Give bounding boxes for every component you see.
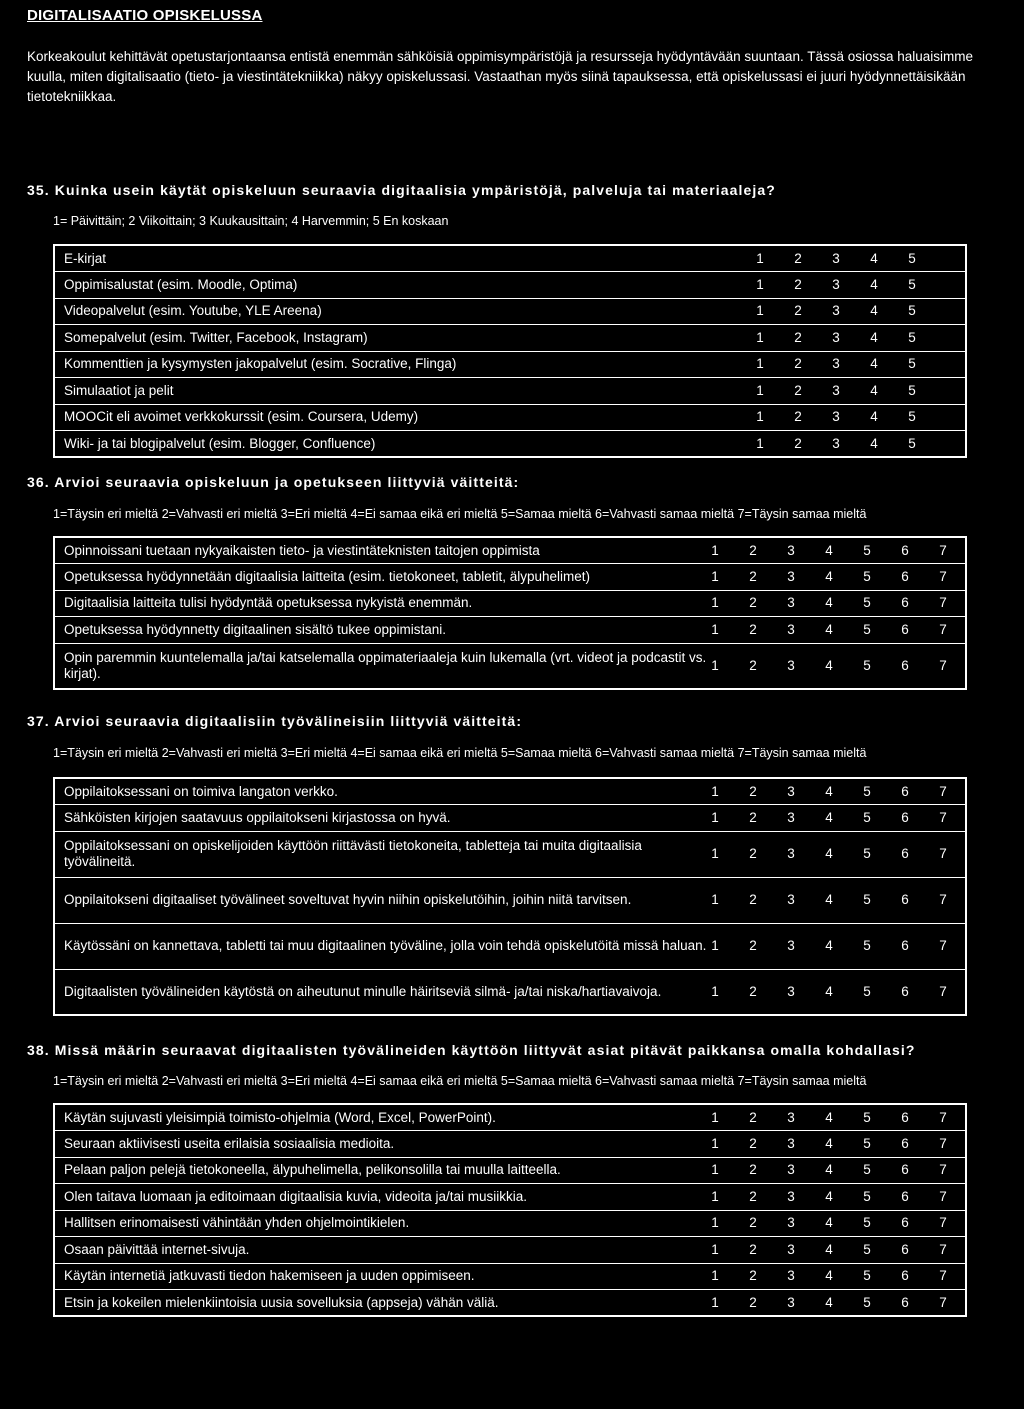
table-row xyxy=(54,1210,966,1237)
rating-option-2[interactable]: 2 xyxy=(749,1215,757,1231)
rating-option-4[interactable]: 4 xyxy=(825,783,833,799)
statement-label: Digitaalisten työvälineiden käytöstä on aiheutunut minulle häiritseviä silmä- ja/tai niska/hartiavaivoja. xyxy=(64,983,662,999)
rating-option-4[interactable]: 4 xyxy=(825,938,833,953)
rating-option-2[interactable]: 2 xyxy=(794,250,802,266)
rating-option-7[interactable]: 7 xyxy=(939,621,947,637)
question-36-title: 36. Arvioi seuraavia opiskeluun ja opetukseen liittyviä väitteitä: xyxy=(27,474,520,490)
statement-label: MOOCit eli avoimet verkkokurssit (esim. Coursera, Udemy) xyxy=(54,404,754,431)
rating-option-4[interactable]: 4 xyxy=(825,568,833,584)
rating-option-1[interactable]: 1 xyxy=(756,435,764,451)
table-row xyxy=(54,1263,966,1290)
rating-option-2[interactable]: 2 xyxy=(749,1109,757,1125)
table-row xyxy=(54,805,966,832)
rating-option-6[interactable]: 6 xyxy=(901,595,909,611)
rating-option-3[interactable]: 3 xyxy=(787,1188,795,1204)
rating-option-4[interactable]: 4 xyxy=(870,303,878,319)
statement-label: Opin paremmin kuuntelemalla ja/tai katselemalla oppimateriaaleja kuin lukemalla (vrt. videot ja podcastit vs. kirjat). xyxy=(64,649,707,681)
rating-option-5[interactable]: 5 xyxy=(863,1135,871,1151)
table-row xyxy=(54,1131,966,1158)
rating-option-7[interactable]: 7 xyxy=(939,1162,947,1178)
rating-option-1[interactable]: 1 xyxy=(711,542,719,558)
rating-option-1[interactable]: 1 xyxy=(711,595,719,611)
rating-option-2[interactable]: 2 xyxy=(749,938,757,953)
rating-option-7[interactable]: 7 xyxy=(939,1294,947,1310)
rating-options xyxy=(709,1184,966,1211)
rating-option-7[interactable]: 7 xyxy=(939,809,947,825)
rating-option-4[interactable]: 4 xyxy=(825,1162,833,1178)
rating-option-2[interactable]: 2 xyxy=(749,892,757,907)
rating-option-5[interactable]: 5 xyxy=(863,542,871,558)
table-row xyxy=(54,643,966,689)
question-35-title: 35. Kuinka usein käytät opiskeluun seuraavia digitaalisia ympäristöjä, palveluja tai materiaaleja? xyxy=(27,182,776,198)
rating-option-7[interactable]: 7 xyxy=(939,568,947,584)
rating-option-2[interactable]: 2 xyxy=(749,1294,757,1310)
question-38-scale: 1=Täysin eri mieltä 2=Vahvasti eri mieltä 3=Eri mieltä 4=Ei samaa eikä eri mieltä 5=Samaa mieltä 6=Vahvasti samaa mieltä 7=Täysin samaa mieltä xyxy=(53,1074,867,1088)
rating-options xyxy=(709,643,966,689)
rating-option-6[interactable]: 6 xyxy=(901,938,909,953)
statement-label: Simulaatiot ja pelit xyxy=(54,378,754,405)
rating-option-7[interactable]: 7 xyxy=(939,595,947,611)
rating-option-3[interactable]: 3 xyxy=(787,783,795,799)
rating-option-3[interactable]: 3 xyxy=(787,1268,795,1284)
table-row xyxy=(54,1237,966,1264)
rating-option-5[interactable]: 5 xyxy=(863,783,871,799)
rating-option-5[interactable]: 5 xyxy=(863,595,871,611)
rating-option-6[interactable]: 6 xyxy=(901,1268,909,1284)
question-37-table xyxy=(53,777,967,1016)
rating-options xyxy=(754,272,966,299)
statement-label: Hallitsen erinomaisesti vähintään yhden ohjelmointikielen. xyxy=(54,1210,709,1237)
statement-label: Osaan päivittää internet-sivuja. xyxy=(54,1237,709,1264)
rating-option-4[interactable]: 4 xyxy=(825,809,833,825)
table-row xyxy=(54,351,966,378)
rating-option-6[interactable]: 6 xyxy=(901,1215,909,1231)
rating-option-1[interactable]: 1 xyxy=(756,382,764,398)
rating-options xyxy=(709,1157,966,1184)
rating-option-4[interactable]: 4 xyxy=(870,382,878,398)
rating-options xyxy=(754,378,966,405)
table-row xyxy=(54,831,966,877)
question-35-table xyxy=(53,244,967,458)
rating-option-6[interactable]: 6 xyxy=(901,1109,909,1125)
rating-option-2[interactable]: 2 xyxy=(794,276,802,292)
statement-label: Digitaalisia laitteita tulisi hyödyntää opetuksessa nykyistä enemmän. xyxy=(54,590,709,617)
statement-label: Somepalvelut (esim. Twitter, Facebook, Instagram) xyxy=(54,325,754,352)
rating-options xyxy=(754,431,966,458)
table-row xyxy=(54,617,966,644)
rating-option-1[interactable]: 1 xyxy=(711,1268,719,1284)
rating-options xyxy=(709,564,966,591)
statement-label: Oppilaitoksessani on toimiva langaton verkko. xyxy=(54,778,709,805)
rating-options xyxy=(754,351,966,378)
rating-option-5[interactable]: 5 xyxy=(863,1188,871,1204)
rating-option-1[interactable]: 1 xyxy=(711,809,719,825)
rating-option-3[interactable]: 3 xyxy=(832,276,840,292)
rating-options xyxy=(709,1131,966,1158)
rating-option-6[interactable]: 6 xyxy=(901,1241,909,1257)
rating-option-7[interactable]: 7 xyxy=(939,1188,947,1204)
rating-option-3[interactable]: 3 xyxy=(787,892,795,907)
table-row xyxy=(54,537,966,564)
rating-option-2[interactable]: 2 xyxy=(794,356,802,372)
rating-option-3[interactable]: 3 xyxy=(787,1294,795,1310)
rating-option-1[interactable]: 1 xyxy=(756,409,764,425)
rating-option-2[interactable]: 2 xyxy=(749,621,757,637)
rating-options xyxy=(709,1237,966,1264)
rating-option-7[interactable]: 7 xyxy=(939,846,947,861)
rating-option-7[interactable]: 7 xyxy=(939,1241,947,1257)
rating-option-7[interactable]: 7 xyxy=(939,1109,947,1125)
statement-label: Käytän internetiä jatkuvasti tiedon hakemiseen ja uuden oppimiseen. xyxy=(54,1263,709,1290)
rating-option-6[interactable]: 6 xyxy=(901,892,909,907)
rating-option-6[interactable]: 6 xyxy=(901,542,909,558)
rating-option-6[interactable]: 6 xyxy=(901,1188,909,1204)
question-37-title: 37. Arvioi seuraavia digitaalisiin työvälineisiin liittyviä väitteitä: xyxy=(27,713,523,729)
rating-option-3[interactable]: 3 xyxy=(787,621,795,637)
rating-option-1[interactable]: 1 xyxy=(756,356,764,372)
rating-option-5[interactable]: 5 xyxy=(863,938,871,953)
rating-option-5[interactable]: 5 xyxy=(863,1268,871,1284)
rating-option-1[interactable]: 1 xyxy=(711,621,719,637)
table-row xyxy=(54,590,966,617)
table-row xyxy=(54,298,966,325)
rating-option-1[interactable]: 1 xyxy=(711,657,719,673)
rating-option-6[interactable]: 6 xyxy=(901,621,909,637)
rating-option-4[interactable]: 4 xyxy=(825,1294,833,1310)
rating-option-1[interactable]: 1 xyxy=(711,846,719,861)
rating-options xyxy=(754,298,966,325)
rating-option-1[interactable]: 1 xyxy=(756,250,764,266)
rating-option-7[interactable]: 7 xyxy=(939,938,947,953)
rating-option-5[interactable]: 5 xyxy=(863,1162,871,1178)
rating-option-4[interactable]: 4 xyxy=(825,892,833,907)
rating-option-1[interactable]: 1 xyxy=(756,329,764,345)
rating-option-1[interactable]: 1 xyxy=(711,1294,719,1310)
statement-label: Etsin ja kokeilen mielenkiintoisia uusia sovelluksia (appseja) vähän väliä. xyxy=(64,1294,499,1310)
rating-option-6[interactable]: 6 xyxy=(901,846,909,861)
rating-options xyxy=(754,325,966,352)
table-row xyxy=(54,1184,966,1211)
rating-option-3[interactable]: 3 xyxy=(832,329,840,345)
rating-option-3[interactable]: 3 xyxy=(787,657,795,673)
table-row xyxy=(54,431,966,458)
statement-label: Käytössäni on kannettava, tabletti tai muu digitaalinen työväline, jolla voin tehdä opiskelutöitä missä haluan. xyxy=(54,923,709,969)
rating-option-5[interactable]: 5 xyxy=(863,809,871,825)
question-37-scale: 1=Täysin eri mieltä 2=Vahvasti eri mieltä 3=Eri mieltä 4=Ei samaa eikä eri mieltä 5=Samaa mieltä 6=Vahvasti samaa mieltä 7=Täysin samaa mieltä xyxy=(53,746,867,760)
rating-option-5[interactable]: 5 xyxy=(908,382,916,398)
rating-option-4[interactable]: 4 xyxy=(825,1188,833,1204)
rating-option-2[interactable]: 2 xyxy=(749,1268,757,1284)
statement-label: Opinnoissani tuetaan nykyaikaisten tieto- ja viestintäteknisten taitojen oppimista xyxy=(54,537,709,564)
question-35-scale: 1= Päivittäin; 2 Viikoittain; 3 Kuukausittain; 4 Harvemmin; 5 En koskaan xyxy=(53,214,449,228)
rating-option-2[interactable]: 2 xyxy=(749,846,757,861)
rating-option-7[interactable]: 7 xyxy=(939,1135,947,1151)
rating-option-4[interactable]: 4 xyxy=(825,657,833,673)
rating-option-1[interactable]: 1 xyxy=(711,568,719,584)
rating-option-5[interactable]: 5 xyxy=(863,568,871,584)
table-row xyxy=(54,378,966,405)
table-row xyxy=(54,404,966,431)
table-row xyxy=(54,564,966,591)
table-row xyxy=(54,1157,966,1184)
rating-option-4[interactable]: 4 xyxy=(825,1268,833,1284)
rating-option-1[interactable]: 1 xyxy=(711,983,719,999)
rating-options xyxy=(709,1263,966,1290)
rating-option-1[interactable]: 1 xyxy=(711,892,719,907)
statement-label: Olen taitava luomaan ja editoimaan digitaalisia kuvia, videoita ja/tai musiikkia. xyxy=(54,1184,709,1211)
rating-options xyxy=(709,617,966,644)
rating-option-2[interactable]: 2 xyxy=(794,435,802,451)
statement-label: E-kirjat xyxy=(54,245,754,272)
rating-option-2[interactable]: 2 xyxy=(794,303,802,319)
rating-option-4[interactable]: 4 xyxy=(825,542,833,558)
rating-option-4[interactable]: 4 xyxy=(825,1135,833,1151)
rating-option-3[interactable]: 3 xyxy=(787,1162,795,1178)
rating-option-6[interactable]: 6 xyxy=(901,983,909,999)
rating-option-7[interactable]: 7 xyxy=(939,1215,947,1231)
intro-paragraph: Korkeakoulut kehittävät opetustarjontaansa entistä enemmän sähköisiä oppimisympäristöjä ja resursseja hyödyntävään suuntaan. Tässä osiossa haluaisimme kuulla, miten digitalisaatio (tieto- ja viestintätekniikka) näkyy opiskelussasi. Vastaathan myös siinä tapauksessa, että opiskelussasi ei juuri hyödynnettäisikään tietotekniikkaa. xyxy=(27,49,974,104)
rating-option-3[interactable]: 3 xyxy=(787,1215,795,1231)
table-row xyxy=(54,245,966,272)
rating-option-3[interactable]: 3 xyxy=(787,938,795,953)
statement-label: Oppimisalustat (esim. Moodle, Optima) xyxy=(54,272,754,299)
rating-options xyxy=(754,404,966,431)
rating-option-7[interactable]: 7 xyxy=(939,892,947,907)
rating-option-2[interactable]: 2 xyxy=(749,595,757,611)
rating-option-2[interactable]: 2 xyxy=(749,783,757,799)
rating-options xyxy=(709,1210,966,1237)
rating-option-5[interactable]: 5 xyxy=(863,1241,871,1257)
statement-label: Oppilaitokseni digitaaliset työvälineet soveltuvat hyvin niihin opiskelutöihin, joihin niitä tarvitsen. xyxy=(54,877,709,923)
statement-label: Pelaan paljon pelejä tietokoneella, älypuhelimella, pelikonsolilla tai muulla laitteella. xyxy=(54,1157,709,1184)
table-row xyxy=(54,969,966,1015)
question-36-scale: 1=Täysin eri mieltä 2=Vahvasti eri mieltä 3=Eri mieltä 4=Ei samaa eikä eri mieltä 5=Samaa mieltä 6=Vahvasti samaa mieltä 7=Täysin samaa mieltä xyxy=(53,507,867,521)
rating-option-7[interactable]: 7 xyxy=(939,542,947,558)
statement-label: Oppilaitoksessani on opiskelijoiden käyttöön riittävästi tietokoneita, tabletteja tai muita digitaalisia työvälineitä. xyxy=(54,831,709,877)
rating-option-3[interactable]: 3 xyxy=(787,1135,795,1151)
rating-option-2[interactable]: 2 xyxy=(749,983,757,999)
question-36-table xyxy=(53,536,967,690)
rating-option-6[interactable]: 6 xyxy=(901,1294,909,1310)
rating-options xyxy=(709,969,966,1015)
rating-option-2[interactable]: 2 xyxy=(794,409,802,425)
rating-option-2[interactable]: 2 xyxy=(749,1162,757,1178)
rating-option-2[interactable]: 2 xyxy=(749,542,757,558)
rating-option-3[interactable]: 3 xyxy=(832,409,840,425)
statement-label: Kommenttien ja kysymysten jakopalvelut (esim. Socrative, Flinga) xyxy=(54,351,754,378)
rating-option-5[interactable]: 5 xyxy=(908,303,916,319)
rating-option-4[interactable]: 4 xyxy=(825,595,833,611)
rating-options xyxy=(709,831,966,877)
statement-label: Käytän sujuvasti yleisimpiä toimisto-ohjelmia (Word, Excel, PowerPoint). xyxy=(54,1104,709,1131)
rating-option-2[interactable]: 2 xyxy=(749,657,757,673)
rating-option-2[interactable]: 2 xyxy=(794,329,802,345)
rating-option-1[interactable]: 1 xyxy=(711,1215,719,1231)
rating-options xyxy=(709,778,966,805)
rating-option-6[interactable]: 6 xyxy=(901,1135,909,1151)
statement-label: Opetuksessa hyödynnetty digitaalinen sisältö tukee oppimistani. xyxy=(54,617,709,644)
table-row xyxy=(54,877,966,923)
statement-label: Wiki- ja tai blogipalvelut (esim. Blogger, Confluence) xyxy=(64,435,376,451)
rating-option-1[interactable]: 1 xyxy=(711,938,719,953)
rating-option-2[interactable]: 2 xyxy=(749,809,757,825)
rating-option-4[interactable]: 4 xyxy=(825,1215,833,1231)
rating-option-1[interactable]: 1 xyxy=(711,1109,719,1125)
table-row xyxy=(54,1104,966,1131)
rating-option-7[interactable]: 7 xyxy=(939,983,947,999)
rating-option-5[interactable]: 5 xyxy=(863,983,871,999)
rating-option-4[interactable]: 4 xyxy=(825,1241,833,1257)
rating-option-3[interactable]: 3 xyxy=(787,542,795,558)
rating-option-5[interactable]: 5 xyxy=(908,435,916,451)
rating-option-5[interactable]: 5 xyxy=(908,356,916,372)
rating-option-1[interactable]: 1 xyxy=(756,303,764,319)
rating-option-3[interactable]: 3 xyxy=(832,356,840,372)
rating-option-5[interactable]: 5 xyxy=(863,1215,871,1231)
rating-option-1[interactable]: 1 xyxy=(711,1241,719,1257)
rating-option-3[interactable]: 3 xyxy=(787,983,795,999)
rating-option-7[interactable]: 7 xyxy=(939,783,947,799)
rating-option-3[interactable]: 3 xyxy=(832,382,840,398)
rating-option-4[interactable]: 4 xyxy=(825,1109,833,1125)
rating-options xyxy=(709,1104,966,1131)
rating-option-6[interactable]: 6 xyxy=(901,1162,909,1178)
rating-option-5[interactable]: 5 xyxy=(863,657,871,673)
rating-option-4[interactable]: 4 xyxy=(870,435,878,451)
rating-option-5[interactable]: 5 xyxy=(908,409,916,425)
rating-option-7[interactable]: 7 xyxy=(939,657,947,673)
rating-option-3[interactable]: 3 xyxy=(787,595,795,611)
rating-options xyxy=(709,590,966,617)
table-row xyxy=(54,778,966,805)
rating-options xyxy=(754,245,966,272)
rating-option-6[interactable]: 6 xyxy=(901,657,909,673)
rating-option-4[interactable]: 4 xyxy=(825,846,833,861)
page-title: DIGITALISAATIO OPISKELUSSA xyxy=(27,7,263,24)
rating-options xyxy=(709,537,966,564)
rating-option-3[interactable]: 3 xyxy=(832,435,840,451)
rating-option-4[interactable]: 4 xyxy=(870,329,878,345)
rating-option-3[interactable]: 3 xyxy=(787,568,795,584)
rating-option-5[interactable]: 5 xyxy=(908,329,916,345)
rating-option-7[interactable]: 7 xyxy=(939,1268,947,1284)
rating-option-3[interactable]: 3 xyxy=(787,1109,795,1125)
rating-option-6[interactable]: 6 xyxy=(901,568,909,584)
rating-option-3[interactable]: 3 xyxy=(832,303,840,319)
rating-options xyxy=(709,923,966,969)
statement-label: Sähköisten kirjojen saatavuus oppilaitokseni kirjastossa on hyvä. xyxy=(54,805,709,832)
rating-option-4[interactable]: 4 xyxy=(870,250,878,266)
rating-option-2[interactable]: 2 xyxy=(794,382,802,398)
rating-option-1[interactable]: 1 xyxy=(711,1162,719,1178)
rating-option-6[interactable]: 6 xyxy=(901,809,909,825)
rating-option-6[interactable]: 6 xyxy=(901,783,909,799)
statement-label: Seuraan aktiivisesti useita erilaisia sosiaalisia medioita. xyxy=(54,1131,709,1158)
rating-option-5[interactable]: 5 xyxy=(863,846,871,861)
rating-options xyxy=(709,805,966,832)
rating-options xyxy=(709,877,966,923)
rating-option-5[interactable]: 5 xyxy=(863,892,871,907)
rating-option-5[interactable]: 5 xyxy=(908,250,916,266)
rating-options xyxy=(709,1290,966,1317)
rating-option-4[interactable]: 4 xyxy=(825,983,833,999)
table-row xyxy=(54,272,966,299)
rating-option-1[interactable]: 1 xyxy=(756,276,764,292)
statement-label: Videopalvelut (esim. Youtube, YLE Areena) xyxy=(54,298,754,325)
rating-option-4[interactable]: 4 xyxy=(870,409,878,425)
rating-option-3[interactable]: 3 xyxy=(787,846,795,861)
rating-option-5[interactable]: 5 xyxy=(908,276,916,292)
question-38-title: 38. Missä määrin seuraavat digitaalisten työvälineiden käyttöön liittyvät asiat pitävät paikkansa omalla kohdallasi? xyxy=(27,1042,916,1058)
rating-option-4[interactable]: 4 xyxy=(870,356,878,372)
table-row xyxy=(54,325,966,352)
rating-option-3[interactable]: 3 xyxy=(787,809,795,825)
rating-option-2[interactable]: 2 xyxy=(749,568,757,584)
rating-option-1[interactable]: 1 xyxy=(711,1135,719,1151)
rating-option-2[interactable]: 2 xyxy=(749,1188,757,1204)
table-row xyxy=(54,1290,966,1317)
table-row xyxy=(54,923,966,969)
statement-label: Opetuksessa hyödynnetään digitaalisia laitteita (esim. tietokoneet, tabletit, älypuhelimet) xyxy=(54,564,709,591)
rating-option-1[interactable]: 1 xyxy=(711,1188,719,1204)
rating-option-5[interactable]: 5 xyxy=(863,621,871,637)
rating-option-5[interactable]: 5 xyxy=(863,1294,871,1310)
rating-option-2[interactable]: 2 xyxy=(749,1135,757,1151)
rating-option-3[interactable]: 3 xyxy=(787,1241,795,1257)
rating-option-2[interactable]: 2 xyxy=(749,1241,757,1257)
rating-option-3[interactable]: 3 xyxy=(832,250,840,266)
rating-option-4[interactable]: 4 xyxy=(825,621,833,637)
rating-option-5[interactable]: 5 xyxy=(863,1109,871,1125)
question-38-table xyxy=(53,1103,967,1317)
rating-option-1[interactable]: 1 xyxy=(711,783,719,799)
rating-option-4[interactable]: 4 xyxy=(870,276,878,292)
